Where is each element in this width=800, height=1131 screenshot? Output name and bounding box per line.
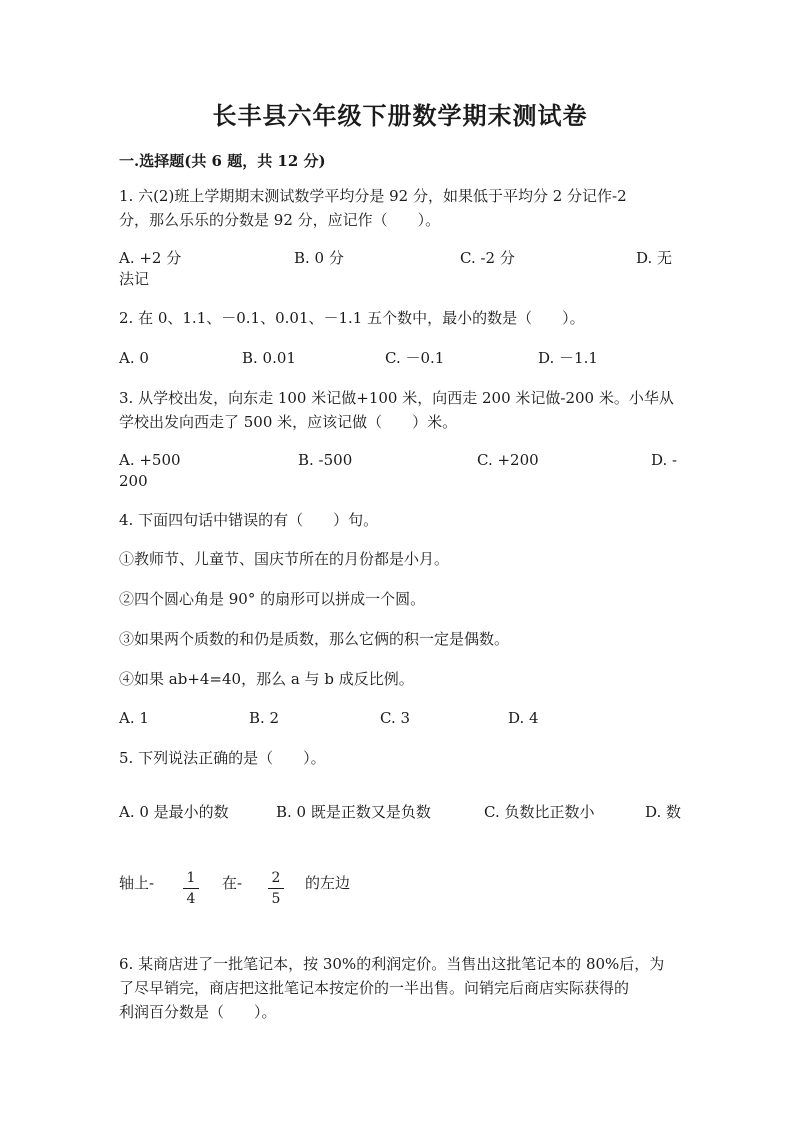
question-2-option-b: B. 0.01 bbox=[242, 349, 296, 367]
fraction-numerator: 1 bbox=[186, 870, 196, 886]
question-4: 4. 下面四句话中错误的有（ ）句。 bbox=[119, 511, 379, 529]
question-3-option-c: C. +200 bbox=[477, 451, 539, 469]
question-3-option-b: B. -500 bbox=[298, 451, 353, 469]
question-1-option-d-continued: 法记 bbox=[119, 270, 150, 288]
question-2: 2. 在 0、1.1、－0.1、0.01、－1.1 五个数中，最小的数是（ ）。 bbox=[119, 309, 585, 327]
question-4-option-b: B. 2 bbox=[249, 709, 280, 727]
fraction-two-fifths bbox=[268, 869, 284, 908]
question-4-statement-4: ④如果 ab+4=40，那么 a 与 b 成反比例。 bbox=[119, 670, 414, 688]
question-5-option-d: D. 数 bbox=[645, 803, 682, 821]
question-4-statement-2: ②四个圆心角是 90° 的扇形可以拼成一个圆。 bbox=[119, 590, 426, 608]
section-heading: 一.选择题(共 6 题，共 12 分) bbox=[119, 152, 326, 170]
question-1-line-1: 1. 六(2)班上学期期末测试数学平均分是 92 分，如果低于平均分 2 分记作-2 bbox=[119, 187, 627, 205]
fraction-denominator: 5 bbox=[271, 891, 281, 907]
page-title: 长丰县六年级下册数学期末测试卷 bbox=[212, 101, 588, 130]
question-5-option-a: A. 0 是最小的数 bbox=[119, 803, 229, 821]
question-5-option-c: C. 负数比正数小 bbox=[484, 803, 595, 821]
question-3 bbox=[119, 386, 683, 434]
question-5-option-b: B. 0 既是正数又是负数 bbox=[276, 803, 431, 821]
question-1 bbox=[119, 184, 683, 232]
question-2-option-c: C. －0.1 bbox=[385, 349, 445, 367]
question-6-line-1: 6. 某商店进了一批笔记本，按 30%的利润定价。当售出这批笔记本的 80%后，为 bbox=[119, 955, 665, 973]
question-1-option-d: D. 无 bbox=[636, 249, 673, 267]
question-3-line-1: 3. 从学校出发，向东走 100 米记做+100 米，向西走 200 米记做-200 米。小华从 bbox=[119, 389, 674, 407]
fraction-denominator: 4 bbox=[186, 891, 196, 907]
fraction-bar bbox=[183, 888, 199, 889]
question-1-option-b: B. 0 分 bbox=[294, 249, 344, 267]
question-5-option-d-suffix: 的左边 bbox=[305, 874, 351, 892]
fraction-numerator: 2 bbox=[271, 870, 281, 886]
question-3-option-d: D. - bbox=[651, 451, 678, 469]
question-6 bbox=[119, 952, 683, 1024]
question-4-option-a: A. 1 bbox=[119, 709, 149, 727]
question-4-option-c: C. 3 bbox=[380, 709, 411, 727]
question-2-option-d: D. －1.1 bbox=[538, 349, 598, 367]
fraction-bar bbox=[268, 888, 284, 889]
question-5-option-d-prefix: 轴上- bbox=[119, 874, 155, 892]
fraction-one-quarter bbox=[183, 869, 199, 908]
question-1-option-a: A. +2 分 bbox=[119, 249, 182, 267]
question-6-line-2: 了尽早销完，商店把这批笔记本按定价的一半出售。问销完后商店实际获得的 bbox=[119, 979, 630, 997]
question-1-line-2: 分，那么乐乐的分数是 92 分，应记作（ ）。 bbox=[119, 211, 441, 229]
question-1-option-c: C. -2 分 bbox=[460, 249, 515, 267]
question-6-line-3: 利润百分数是（ ）。 bbox=[119, 1003, 277, 1021]
question-5: 5. 下列说法正确的是（ ）。 bbox=[119, 749, 326, 767]
question-3-line-2: 学校出发向西走了 500 米，应该记做（ ）米。 bbox=[119, 413, 458, 431]
question-2-option-a: A. 0 bbox=[119, 349, 149, 367]
question-4-statement-3: ③如果两个质数的和仍是质数，那么它俩的积一定是偶数。 bbox=[119, 630, 510, 648]
question-3-option-d-continued: 200 bbox=[119, 472, 148, 490]
question-3-option-a: A. +500 bbox=[119, 451, 181, 469]
question-5-option-d-middle: 在- bbox=[222, 874, 243, 892]
question-4-option-d: D. 4 bbox=[508, 709, 539, 727]
question-4-statement-1: ①教师节、儿童节、国庆节所在的月份都是小月。 bbox=[119, 550, 450, 568]
